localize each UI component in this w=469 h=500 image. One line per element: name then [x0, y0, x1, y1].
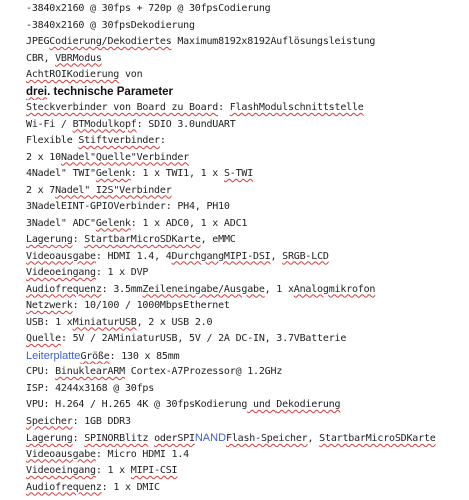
text-segment: : 3.5mm: [101, 283, 143, 295]
text-segment: VPU: H.264 / H.265 4K @ 30fps: [26, 399, 195, 410]
spec-line: [26, 397, 466, 414]
spellcheck-flagged-text: S-TWI: [223, 168, 254, 179]
text-segment: : 1 x TWI1, 1 x: [130, 168, 224, 179]
text-segment: , eMMC: [200, 234, 236, 245]
text-segment: ,: [270, 250, 283, 262]
text-segment: Batterie: [299, 333, 347, 344]
spec-line: [26, 67, 466, 84]
spellcheck-flagged-text: Audiofrequenz: [26, 481, 102, 493]
text-segment: : HDMI 1.4, 4: [95, 250, 172, 262]
text-segment: -3840x2160 @ 30fps + 720p @ 30fps: [26, 3, 219, 14]
text-segment: 3NadelEINT-GPIO: [26, 201, 114, 212]
spellcheck-flagged-text: Lagerung: [26, 433, 73, 444]
spellcheck-flagged-text: Netzwerk: [26, 300, 73, 311]
text-segment: Ethernet: [183, 300, 230, 311]
spec-line: [26, 18, 466, 35]
spec-document: [26, 0, 466, 496]
spellcheck-flagged-text: drei: [26, 85, 48, 98]
spellcheck-flagged-text: BinuklearARM: [55, 366, 125, 377]
spellcheck-flagged-text: Gelenk: [95, 217, 131, 229]
spec-line: [26, 249, 466, 266]
spellcheck-flagged-text: Dekodierung: [276, 399, 341, 410]
spellcheck-flagged-text: MIPI-CSI: [130, 465, 178, 476]
spec-line: [26, 480, 466, 497]
text-segment: , 2 x USB 2.0: [136, 316, 213, 328]
spellcheck-flagged-text: Speicher: [26, 415, 73, 427]
text-segment: Cortex-A7: [124, 366, 184, 377]
text-segment: : 1GB DDR3: [72, 415, 131, 427]
text-segment: Leiterplatte: [26, 349, 81, 362]
text-segment: @ 1.2GHz: [235, 366, 283, 377]
text-segment: : 1 x: [95, 465, 131, 476]
spec-line: [26, 51, 466, 68]
spec-line: [26, 183, 466, 200]
spellcheck-flagged-text: AchtROIKodierung: [26, 69, 120, 80]
text-segment: Auflösungsleistung: [270, 36, 376, 47]
spec-line: [26, 315, 466, 332]
spec-line: [26, 348, 466, 365]
spellcheck-flagged-text: VBRModus: [55, 52, 102, 64]
spellcheck-flagged-text: Lagerung: [26, 234, 73, 245]
spec-line: [26, 331, 466, 348]
text-segment: : 5V / 2A: [60, 333, 114, 344]
text-segment: Verbinder: [113, 201, 166, 212]
spellcheck-flagged-text: Nadel" I2S"Verbinder: [55, 184, 172, 196]
spellcheck-flagged-text: Quelle: [26, 333, 61, 344]
text-segment: JPEG: [26, 36, 50, 47]
spellcheck-flagged-text: Größe: [80, 350, 110, 362]
text-segment: : SDIO 3.0: [136, 118, 195, 130]
spellcheck-flagged-text: Videoausgabe: [26, 250, 96, 262]
spellcheck-flagged-text: MiniaturUSB: [72, 316, 137, 328]
text-segment: : 130 x 85mm: [109, 350, 180, 362]
spec-line: [26, 216, 466, 233]
spellcheck-flagged-text: Videoeingang: [26, 465, 96, 476]
spec-line: [26, 298, 466, 315]
text-segment: MiniaturUSB: [113, 333, 178, 344]
spellcheck-flagged-text: Zeileneingabe/Ausgabe: [142, 283, 265, 295]
text-segment: : PH4, PH10: [165, 201, 230, 212]
text-segment: CPU:: [26, 366, 56, 377]
spec-line: [26, 133, 466, 150]
spellcheck-flagged-text: FlashModulschnittstelle: [229, 102, 364, 113]
text-segment: Maximum8192x8192: [171, 36, 271, 47]
text-segment: :: [72, 234, 85, 245]
spellcheck-flagged-text: Analogmikrofon: [293, 283, 376, 295]
text-segment: Flexible: [26, 135, 79, 146]
text-segment: Prozessor: [183, 366, 236, 377]
spellcheck-flagged-text: oderSPI: [154, 433, 195, 444]
text-segment: : 1 x ADC0, 1 x ADC1: [130, 217, 248, 229]
spec-line: [26, 232, 466, 249]
text-segment: :: [72, 433, 85, 444]
text-segment: -3840x2160 @ 30fps: [26, 19, 131, 31]
text-segment: Kodierung: [194, 399, 248, 410]
text-segment: CBR,: [26, 52, 56, 64]
spec-line: [26, 463, 466, 480]
spellcheck-flagged-text: SRGB-LCD: [282, 250, 329, 262]
spec-line: [26, 430, 466, 447]
spellcheck-flagged-text: StartbarMicroSDKarte: [319, 433, 436, 444]
text-segment: ,: [307, 433, 320, 444]
spec-line: [26, 1, 466, 18]
spellcheck-flagged-text: DurchgangMIPI-DSI: [171, 250, 271, 262]
text-segment: :: [159, 135, 166, 146]
spec-line: [26, 414, 466, 431]
spellcheck-flagged-text: Videoeingang: [26, 267, 96, 278]
text-segment: USB: 1 x: [26, 316, 73, 328]
text-segment: : 10/100 / 1000Mbps: [72, 300, 184, 311]
spec-line: [26, 447, 466, 464]
spec-line: [26, 364, 466, 381]
spellcheck-flagged-text: Gelenk: [95, 168, 131, 179]
text-segment: , 1 x: [264, 283, 294, 295]
text-segment: Dekodierung: [130, 19, 195, 31]
text-segment: 2 x 10: [26, 151, 61, 163]
text-segment: NAND: [194, 432, 227, 444]
spec-line: [26, 34, 466, 51]
spellcheck-flagged-text: und: [247, 399, 277, 410]
spellcheck-flagged-text: StartbarMicroSDKarte: [84, 234, 201, 245]
spec-line: [26, 100, 466, 117]
text-segment: : 1 x DVP: [95, 267, 149, 278]
spellcheck-flagged-text: Steckverbinder von Board zu Board: [26, 102, 219, 113]
section-heading: [26, 84, 466, 101]
text-segment: : Micro HDMI 1.4: [95, 448, 189, 460]
spec-line: [26, 166, 466, 183]
text-segment: 2 x 7: [26, 184, 56, 196]
spellcheck-flagged-text: Codierung/Dekodiertes: [49, 36, 172, 47]
spec-line: [26, 265, 466, 282]
spec-line: [26, 150, 466, 167]
spellcheck-flagged-text: Audiofrequenz: [26, 283, 102, 295]
spec-line: [26, 117, 466, 134]
text-segment: 3Nadel" ADC": [26, 217, 96, 229]
text-segment: , 5V / 2A DC-IN, 3.7V: [177, 333, 300, 344]
spellcheck-flagged-text: SPINORBlitz: [84, 433, 149, 444]
spellcheck-flagged-text: Stiftverbinder: [78, 135, 160, 146]
text-segment: ISP: 4244x3168 @ 30fps: [26, 382, 155, 394]
spellcheck-flagged-text: Flash-Speicher: [226, 433, 308, 444]
text-segment: :: [218, 102, 230, 113]
text-segment: Codierung: [218, 3, 271, 14]
text-segment: von: [119, 69, 143, 80]
spellcheck-flagged-text: Videoausgabe: [26, 448, 96, 460]
spec-line: [26, 199, 466, 216]
spellcheck-flagged-text: BTModulkopf: [72, 118, 137, 130]
text-segment: . technische Parameter: [47, 85, 174, 98]
text-segment: undUART: [194, 118, 236, 130]
spellcheck-flagged-text: Nadel"Quelle"Verbinder: [60, 151, 189, 163]
text-segment: : 1 x DMIC: [101, 481, 160, 493]
spec-line: [26, 381, 466, 398]
spec-line: [26, 282, 466, 299]
text-segment: Wi-Fi /: [26, 118, 73, 130]
text-segment: 4Nadel" TWI": [26, 168, 96, 179]
